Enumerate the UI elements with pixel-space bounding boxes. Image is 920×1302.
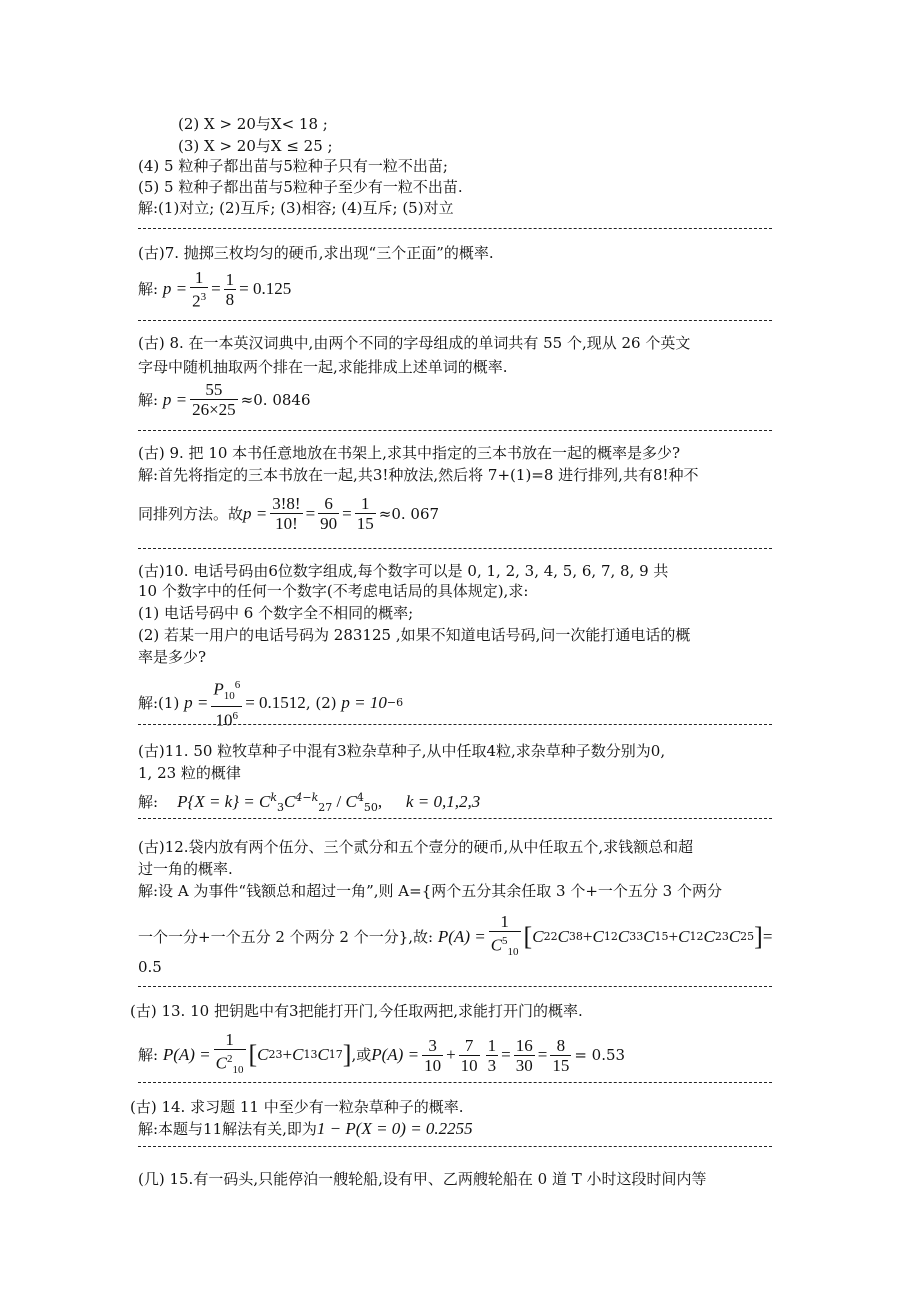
- fraction: $\frac{P_{10}^6}{10^6}$: [211, 676, 242, 730]
- separator: [138, 320, 772, 322]
- fraction: $\frac{1}{2^3}$: [192, 268, 207, 311]
- question-13: (古) 13. 10 把钥匙中有3把能打开门,今任取两把,求能打开门的概率.: [130, 1002, 583, 1020]
- question-15: (几) 15.有一码头,只能停泊一艘轮船,设有甲、乙两艘轮船在 0 道 T 小时这段时间内等: [138, 1170, 707, 1188]
- solution-10: 解:(1) p = $\frac{P_{10}^6}{10^6}$ = 0.1512 , (2) p = 10 −6: [138, 676, 403, 730]
- question-10-part1: (1) 电话号码中 6 个数字全不相同的概率;: [138, 604, 414, 622]
- answer-line: 解:(1)对立; (2)互斥; (3)相容; (4)互斥; (5)对立: [138, 199, 454, 217]
- question-12: (古)12.袋内放有两个伍分、三个贰分和五个壹分的硬币,从中任取五个,求钱额总和超: [138, 838, 694, 856]
- fraction: $\frac{3!8!}{10!}$: [272, 494, 301, 533]
- result: = 0.125: [239, 279, 292, 299]
- separator: [138, 228, 772, 230]
- solution-7: 解: p = $\frac{1}{2^3}$ = $\frac{1}{8}$ = 0.125: [138, 268, 292, 311]
- line-q4: (4) 5 粒种子都出苗与5粒种子只有一粒不出苗;: [138, 157, 448, 175]
- solution-9-cont: 同排列方法。故 p = $\frac{3!8!}{10!}$ = $\frac{6}{90}$ = $\frac{1}{15}$ ≈0. 067: [138, 494, 440, 533]
- solution-11: 解: $P\{X = k\} = C^k_3C^{4-k}_{27} / C^4_{50}$, k = 0,1,2,3: [138, 791, 481, 814]
- line-q2: (2) X > 20与X< 18 ;: [178, 115, 328, 133]
- result-12: 0.5: [138, 958, 162, 976]
- separator: [138, 986, 772, 988]
- fraction: $\frac{1}{8}$: [225, 269, 235, 309]
- fraction: $\frac{7}{10}$: [460, 1035, 478, 1075]
- question-8-cont: 字母中随机抽取两个排在一起,求能排成上述单词的概率.: [138, 358, 508, 376]
- solution-label: 解:: [138, 390, 159, 409]
- solution-9: 解:首先将指定的三本书放在一起,共3!种放法,然后将 7+(1)=8 进行排列,共有8!种不: [138, 466, 699, 484]
- separator: [138, 430, 772, 432]
- separator: [138, 724, 772, 726]
- separator: [138, 1082, 772, 1084]
- line-q5: (5) 5 粒种子都出苗与5粒种子至少有一粒不出苗.: [138, 178, 463, 196]
- question-9: (古) 9. 把 10 本书任意地放在书架上,求其中指定的三本书放在一起的概率是多少?: [138, 444, 680, 462]
- question-10: (古)10. 电话号码由6位数字组成,每个数字可以是 0, 1, 2, 3, 4, 5, 6, 7, 8, 9 共: [138, 562, 669, 580]
- solution-12: 解:设 A 为事件“钱额总和超过一角”,则 A={两个五分其余任取 3 个+一个五分 3 个两分: [138, 882, 722, 900]
- question-10-cont: 10 个数字中的任何一个数字(不考虑电话局的具体规定),求:: [138, 582, 529, 600]
- solution-12-cont: 一个一分+一个五分 2 个两分 2 个一分},故: P(A) = $\frac{1}{C^5_{10}}$ [ C 2 2 C 3 8 + C 1 2 C 3 3 C 1 5 + C 1 2 C 2 3 C 2 5 ] =: [138, 912, 772, 962]
- question-7: (古)7. 抛掷三枚均匀的硬币,求出现“三个正面”的概率.: [138, 244, 494, 262]
- question-11-cont: 1, 23 粒的概律: [138, 764, 241, 782]
- separator: [138, 548, 772, 550]
- separator: [138, 818, 772, 820]
- solution-8: 解: p = $\frac{55}{26\times 25}$ ≈0. 0846: [138, 380, 311, 419]
- fraction: $\frac{8}{15}$: [552, 1035, 570, 1075]
- question-12-cont: 过一角的概率.: [138, 860, 233, 878]
- line-q3: (3) X > 20与X ≤ 25 ;: [178, 137, 333, 155]
- question-14: (古) 14. 求习题 11 中至少有一粒杂草种子的概率.: [130, 1098, 464, 1116]
- result: ≈0. 067: [378, 504, 440, 523]
- fraction: $\frac{16}{30}$: [515, 1035, 533, 1075]
- question-11: (古)11. 50 粒牧草种子中混有3粒杂草种子,从中任取4粒,求杂草种子数分别为0,: [138, 742, 666, 760]
- solution-13: 解: P(A) = $\frac{1}{C^2_{10}}$ [ C 2 3 + C 1 3 C 1 7 ] ,或 P(A) = $\frac{3}{10}$ + $\frac{7}{10}$ $\frac{1}{3}$ = $\frac{16}{30}$ = $\frac{8}{15}$ = 0.53: [138, 1030, 625, 1080]
- separator: [138, 1146, 772, 1148]
- p-equals: p =: [162, 279, 188, 299]
- fraction: $\frac{1}{3}$: [487, 1035, 497, 1075]
- question-10-part2-cont: 率是多少?: [138, 648, 207, 666]
- fraction: $\frac{1}{C^5_{10}}$: [490, 912, 519, 959]
- result: ≈0. 0846: [240, 390, 311, 409]
- fraction: $\frac{6}{90}$: [320, 494, 338, 533]
- solution-14: 解:本题与11解法有关,即为1 − P(X = 0) = 0.2255: [138, 1119, 473, 1138]
- solution-label: 解:: [138, 280, 159, 299]
- fraction: $\frac{1}{15}$: [356, 494, 374, 533]
- question-10-part2: (2) 若某一用户的电话号码为 283125 ,如果不知道电话号码,问一次能打通电话的概: [138, 626, 691, 644]
- question-8: (古) 8. 在一本英汉词典中,由两个不同的字母组成的单词共有 55 个,现从 26 个英文: [138, 334, 691, 352]
- fraction: $\frac{3}{10}$: [424, 1035, 442, 1075]
- fraction: $\frac{55}{26\times 25}$: [192, 380, 236, 419]
- fraction: $\frac{1}{C^2_{10}}$: [215, 1030, 244, 1077]
